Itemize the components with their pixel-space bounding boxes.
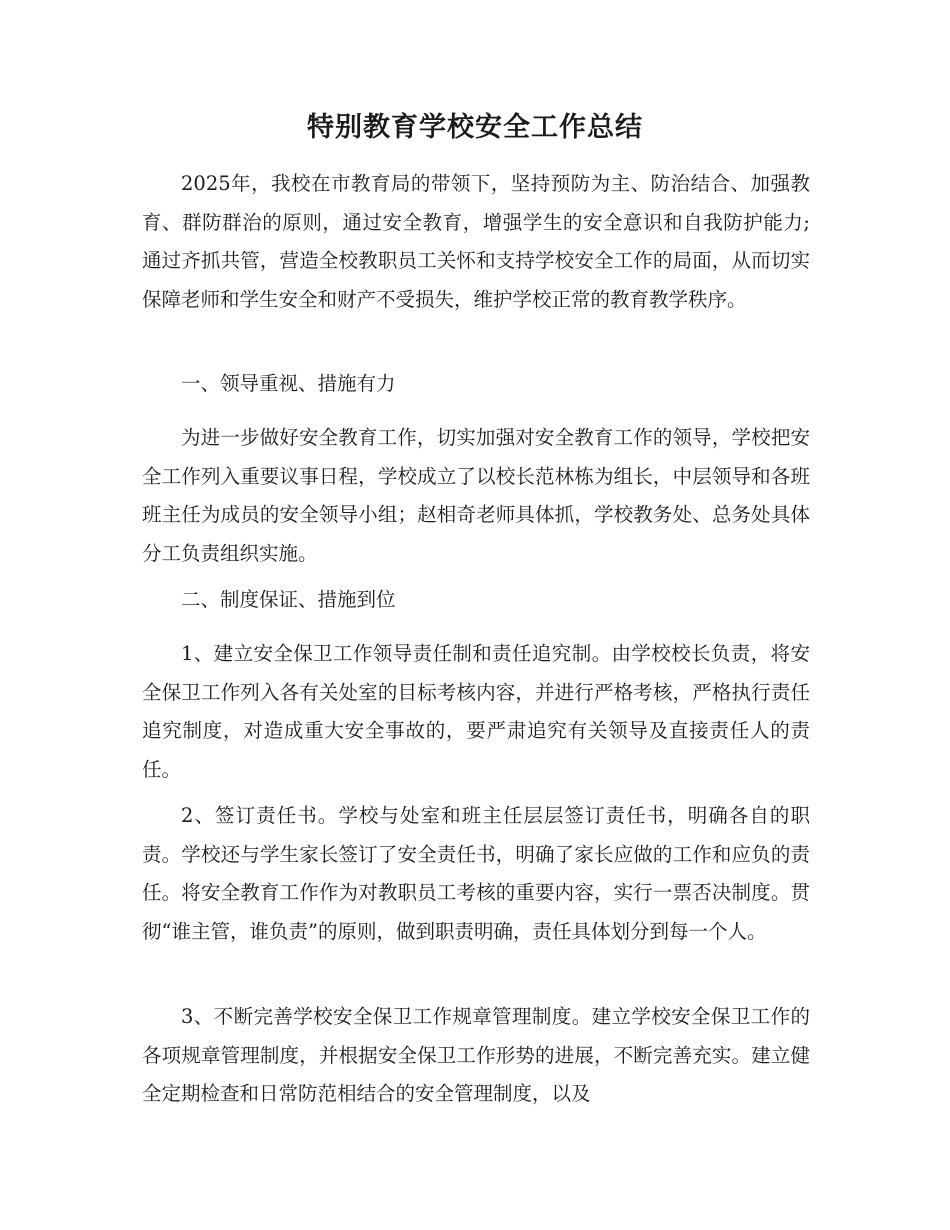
section-heading-2: 二、制度保证、措施到位 <box>181 588 396 611</box>
paragraph-intro: 2025年，我校在市教育局的带领下，坚持预防为主、防治结合、加强教育、群防群治的原则，通过安全教育，增强学生的安全意识和自我防护能力;通过齐抓共管，营造全校教职员工关怀和支持学校安全工作的局面，从而切实保障老师和学生安全和财产不受损失，维护学校正常的教育教学秩序。 <box>142 172 810 311</box>
paragraph-item-3: 3、不断完善学校安全保卫工作规章管理制度。建立学校安全保卫工作的各项规章管理制度，并根据安全保卫工作形势的进展，不断完善充实。建立健全定期检查和日常防范相结合的安全管理制度，以及 <box>142 1005 810 1105</box>
section-heading-1: 一、领导重视、措施有力 <box>181 372 396 395</box>
paragraph-item-2: 2、签订责任书。学校与处室和班主任层层签订责任书，明确各自的职责。学校还与学生家长签订了安全责任书，明确了家长应做的工作和应负的责任。将安全教育工作作为对教职员工考核的重要内容，实行一票否决制度。贯彻“谁主管，谁负责”的原则，做到职责明确，责任具体划分到每一个人。 <box>142 804 810 943</box>
paragraph-item-1: 1、建立安全保卫工作领导责任制和责任追究制。由学校校长负责，将安全保卫工作列入各有关处室的目标考核内容，并进行严格考核，严格执行责任追究制度，对造成重大安全事故的，要严肃追究有关领导及直接责任人的责任。 <box>142 642 810 781</box>
paragraph-leadership: 为进一步做好安全教育工作，切实加强对安全教育工作的领导，学校把安全工作列入重要议事日程，学校成立了以校长范林栋为组长，中层领导和各班班主任为成员的安全领导小组；赵相奇老师具体抓，学校教务处、总务处具体分工负责组织实施。 <box>142 426 810 565</box>
document-title: 特别教育学校安全工作总结 <box>307 112 643 143</box>
